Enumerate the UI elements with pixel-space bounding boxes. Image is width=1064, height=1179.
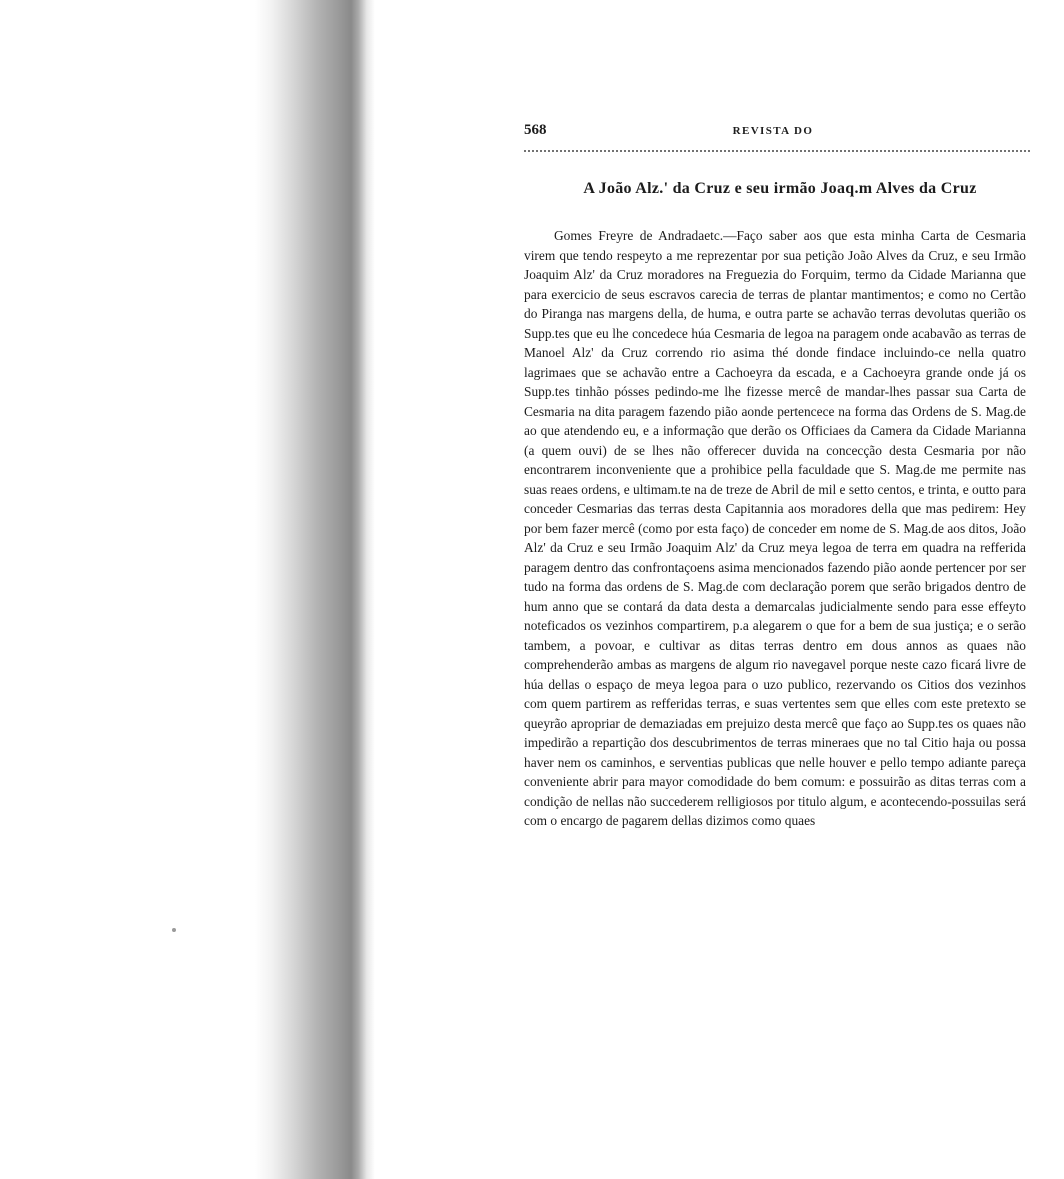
running-head	[524, 122, 1030, 144]
header-rule	[524, 150, 1030, 152]
book-page	[524, 122, 1030, 831]
article-title: A João Alz.' da Cruz e seu irmão Joaq.m Alves da Cruz	[583, 180, 977, 197]
journal-title: REVISTA DO	[732, 125, 814, 137]
page-number: 568	[524, 122, 547, 138]
article-body: Gomes Freyre de Andradaetc.—Faço saber aos que esta minha Carta de Cesmaria virem que tendo respeyto a me reprezentar por sua petição João Alves da Cruz, e seu Irmão Joaquim Alz' da Cruz moradores na Freguezia do Forquim, termo da Cidade Marianna que para exercicio de seus escravos carecia de terras de plantar mantimentos; e como no Certão do Piranga nas margens della, de huma, e outra parte se achavão terras devolutas querião os Supp.tes que eu lhe concedece húa Cesmaria de legoa na paragem onde acabavão as terras de Manoel Alz' da Cruz correndo rio asima thé donde findace incluindo-ce nella quatro lagrimaes que se achavão entre a Cachoeyra da escada, e a Cachoeyra grande onde já os Supp.tes tinhão pósses pedindo-me lhe fizesse mercê de mandar-lhes passar sua Carta de Cesmaria na dita paragem fazendo pião aonde pertencece na forma das Ordens de S. Mag.de ao que atendendo eu, e a informação que derão os Officiaes da Camera da Cidade Marianna (a quem ouvi) de se lhes não offerecer duvida na concecção desta Cesmaria por não encontrarem inconveniente que a prohibice pella faculdade que S. Mag.de me permite nas suas reaes ordens, e ultimam.te na de treze de Abril de mil e setto centos, e trinta, e outto para conceder Cesmarias das terras desta Capitannia aos moradores della que mas pedirem: Hey por bem fazer mercê (como por esta faço) de conceder em nome de S. Mag.de aos ditos, João Alz' da Cruz e seu Irmão Joaquim Alz' da Cruz meya legoa de terra em quadra na refferida paragem dentro das confrontaçoens asima mencionados fazendo pião aonde pertencer por ser tudo na forma das ordens de S. Mag.de com declaração porem que serão brigados dentro de hum anno que se contará da data desta a demarcalas judicialmente sendo para esse effeyto noteficados os vezinhos compartirem, p.a alegarem o que for a bem de sua justiça; e o serão tambem, a povoar, e cultivar as ditas terras dentro em dous annos as quaes não comprehenderão ambas as margens de algum rio navegavel porque neste cazo ficará livre de húa dellas o espaço de meya legoa para o uzo publico, rezervando os Citios dos vezinhos com quem partirem as refferidas terras, e suas vertentes sem que elles com este pretexto se queyrão apropriar de demaziadas em prejuizo desta mercê que faço ao Supp.tes os quaes não impedirão a repartição dos descubrimentos de terras mineraes que no tal Citio haja ou possa haver nem os caminhos, e serventias publicas que nelle houver e pello tempo adiante pareça conveniente abrir para mayor comodidade do bem comum: e possuirão as ditas terras com a condição de nellas não succederem relligiosos por titulo algum, e acontecendo-possuilas será com o encargo de pagarem dellas dizimos como quaes	[524, 228, 1026, 828]
book-gutter-shadow	[255, 0, 375, 1179]
scan-speck	[172, 928, 176, 932]
